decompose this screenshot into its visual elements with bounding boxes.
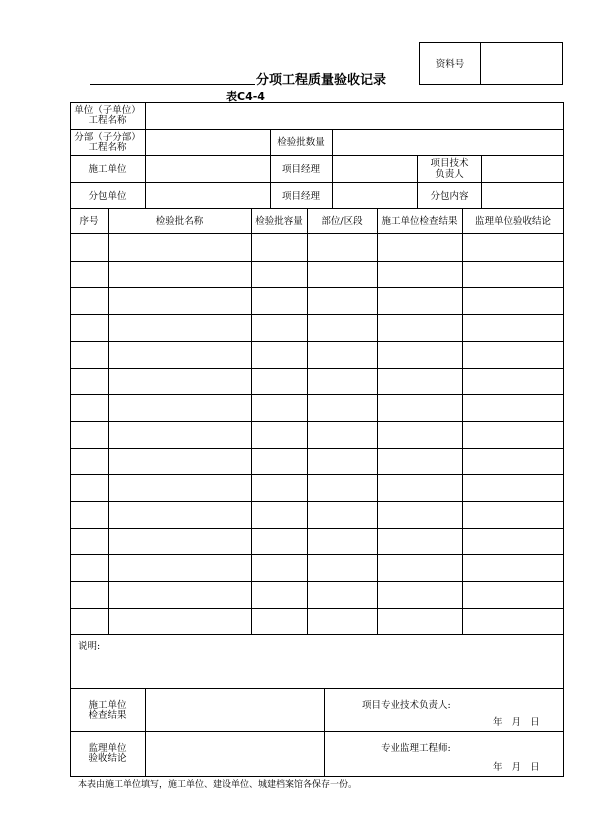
table-cell[interactable]	[463, 394, 563, 419]
table-cell[interactable]	[71, 448, 107, 473]
table-cell[interactable]	[71, 608, 107, 633]
table-cell[interactable]	[71, 234, 107, 259]
table-cell[interactable]	[308, 234, 376, 259]
table-cell[interactable]	[463, 421, 563, 446]
table-cell[interactable]	[308, 501, 376, 526]
contractor-result-label-1: 施工单位	[88, 700, 127, 711]
table-cell[interactable]	[308, 608, 376, 633]
table-cell[interactable]	[463, 501, 563, 526]
unit-project-label-2: 工程名称	[88, 115, 127, 126]
table-cell[interactable]	[378, 314, 461, 339]
table-cell[interactable]	[109, 394, 250, 419]
table-cell[interactable]	[378, 368, 461, 393]
table-cell[interactable]	[252, 448, 306, 473]
table-header-cell: 施工单位检查结果	[381, 216, 458, 227]
contractor-result-field[interactable]	[146, 689, 324, 731]
table-cell[interactable]	[378, 474, 461, 499]
table-cell[interactable]	[463, 261, 563, 286]
table-cell[interactable]	[378, 501, 461, 526]
pm-label-2: 项目经理	[281, 191, 320, 202]
subdiv-project-field[interactable]	[146, 130, 270, 155]
subcontract-content-label: 分包内容	[430, 191, 469, 202]
table-cell[interactable]	[252, 581, 306, 606]
table-cell[interactable]	[463, 608, 563, 633]
table-cell[interactable]	[71, 581, 107, 606]
subcontractor-label: 分包单位	[88, 191, 127, 202]
table-cell[interactable]	[252, 234, 306, 259]
supervisor-signatory: 专业监理工程师:	[381, 743, 451, 754]
pm-field-2[interactable]	[333, 183, 417, 209]
table-cell[interactable]	[109, 314, 250, 339]
subdiv-project-label-2: 工程名称	[88, 142, 127, 153]
table-cell[interactable]	[252, 501, 306, 526]
table-header-cell: 监理单位验收结论	[474, 216, 551, 227]
table-cell[interactable]	[252, 528, 306, 553]
table-cell[interactable]	[378, 608, 461, 633]
table-cell[interactable]	[308, 314, 376, 339]
table-cell[interactable]	[109, 234, 250, 259]
table-cell[interactable]	[71, 554, 107, 579]
contractor-result-label-2: 检查结果	[88, 710, 127, 721]
table-cell[interactable]	[71, 501, 107, 526]
table-cell[interactable]	[109, 261, 250, 286]
table-cell[interactable]	[109, 501, 250, 526]
table-cell[interactable]	[252, 341, 306, 366]
table-cell[interactable]	[109, 608, 250, 633]
table-cell[interactable]	[71, 421, 107, 446]
batch-count-label: 检验批数量	[277, 137, 325, 148]
table-cell[interactable]	[71, 474, 107, 499]
table-cell[interactable]	[463, 234, 563, 259]
table-header-cell: 检验批容量	[255, 216, 303, 227]
table-cell[interactable]	[71, 341, 107, 366]
table-cell[interactable]	[463, 314, 563, 339]
table-cell[interactable]	[109, 287, 250, 312]
table-cell[interactable]	[71, 368, 107, 393]
table-cell[interactable]	[308, 581, 376, 606]
unit-project-field[interactable]	[146, 103, 563, 129]
subcontractor-field[interactable]	[146, 183, 270, 209]
batch-count-field[interactable]	[333, 130, 563, 155]
table-cell[interactable]	[308, 474, 376, 499]
table-cell[interactable]	[463, 554, 563, 579]
table-cell[interactable]	[109, 421, 250, 446]
table-cell[interactable]	[378, 421, 461, 446]
table-cell[interactable]	[252, 421, 306, 446]
table-cell[interactable]	[378, 394, 461, 419]
table-cell[interactable]	[109, 368, 250, 393]
table-cell[interactable]	[378, 341, 461, 366]
contractor-label: 施工单位	[88, 164, 127, 175]
table-header-cell: 检验批名称	[155, 216, 204, 227]
contractor-field[interactable]	[146, 156, 270, 182]
table-cell[interactable]	[252, 314, 306, 339]
ref-label: 资料号	[435, 59, 465, 70]
contractor-signatory: 项目专业技术负责人:	[362, 700, 451, 711]
table-cell[interactable]	[252, 608, 306, 633]
table-header-cell: 部位/区段	[321, 216, 363, 227]
table-cell[interactable]	[109, 448, 250, 473]
supervisor-date: 年 月 日	[493, 762, 540, 773]
tech-lead-label-2: 负责人	[435, 169, 464, 180]
ref-divider	[480, 42, 481, 85]
table-cell[interactable]	[308, 261, 376, 286]
table-cell[interactable]	[308, 368, 376, 393]
footer-note: 本表由施工单位填写，施工单位、建设单位、城建档案馆各保存一份。	[78, 780, 358, 790]
table-cell[interactable]	[109, 554, 250, 579]
tech-lead-label-1: 项目技术	[430, 158, 469, 169]
table-cell[interactable]	[109, 581, 250, 606]
table-cell[interactable]	[252, 261, 306, 286]
table-cell[interactable]	[463, 341, 563, 366]
table-cell[interactable]	[71, 314, 107, 339]
table-cell[interactable]	[308, 421, 376, 446]
table-cell[interactable]	[308, 287, 376, 312]
pm-label-1: 项目经理	[281, 164, 320, 175]
table-cell[interactable]	[71, 528, 107, 553]
table-cell[interactable]	[378, 234, 461, 259]
table-cell[interactable]	[71, 394, 107, 419]
table-cell[interactable]	[463, 474, 563, 499]
table-header-cell: 序号	[79, 216, 99, 227]
contractor-date: 年 月 日	[493, 717, 540, 728]
unit-project-label-1: 单位（子单位）	[74, 105, 141, 116]
table-cell[interactable]	[252, 394, 306, 419]
table-cell[interactable]	[308, 394, 376, 419]
table-cell[interactable]	[463, 528, 563, 553]
table-cell[interactable]	[378, 581, 461, 606]
tech-lead-field[interactable]	[482, 156, 563, 182]
table-cell[interactable]	[109, 528, 250, 553]
table-cell[interactable]	[378, 261, 461, 286]
table-cell[interactable]	[463, 368, 563, 393]
subcontract-content-field[interactable]	[482, 183, 563, 209]
table-cell[interactable]	[109, 474, 250, 499]
table-cell[interactable]	[308, 448, 376, 473]
table-cell[interactable]	[252, 368, 306, 393]
notes-field[interactable]	[110, 637, 560, 685]
table-cell[interactable]	[252, 287, 306, 312]
table-cell[interactable]	[71, 287, 107, 312]
table-cell[interactable]	[463, 287, 563, 312]
table-cell[interactable]	[378, 528, 461, 553]
table-cell[interactable]	[308, 528, 376, 553]
table-cell[interactable]	[252, 474, 306, 499]
table-cell[interactable]	[308, 341, 376, 366]
table-cell[interactable]	[109, 341, 250, 366]
table-cell[interactable]	[308, 554, 376, 579]
table-cell[interactable]	[71, 261, 107, 286]
table-cell[interactable]	[378, 448, 461, 473]
form-code: 表C4-4	[226, 90, 265, 103]
table-cell[interactable]	[378, 554, 461, 579]
supervisor-result-label-1: 监理单位	[88, 743, 127, 754]
page-title: 分项工程质量验收记录	[256, 73, 387, 88]
supervisor-result-field[interactable]	[146, 732, 324, 776]
title-underline	[90, 84, 255, 85]
notes-label: 说明:	[78, 641, 101, 652]
pm-field-1[interactable]	[333, 156, 417, 182]
supervisor-result-label-2: 验收结论	[88, 753, 127, 764]
table-cell[interactable]	[378, 287, 461, 312]
table-cell[interactable]	[463, 581, 563, 606]
subdiv-project-label-1: 分部（子分部）	[74, 132, 141, 143]
table-cell[interactable]	[252, 554, 306, 579]
table-cell[interactable]	[463, 448, 563, 473]
